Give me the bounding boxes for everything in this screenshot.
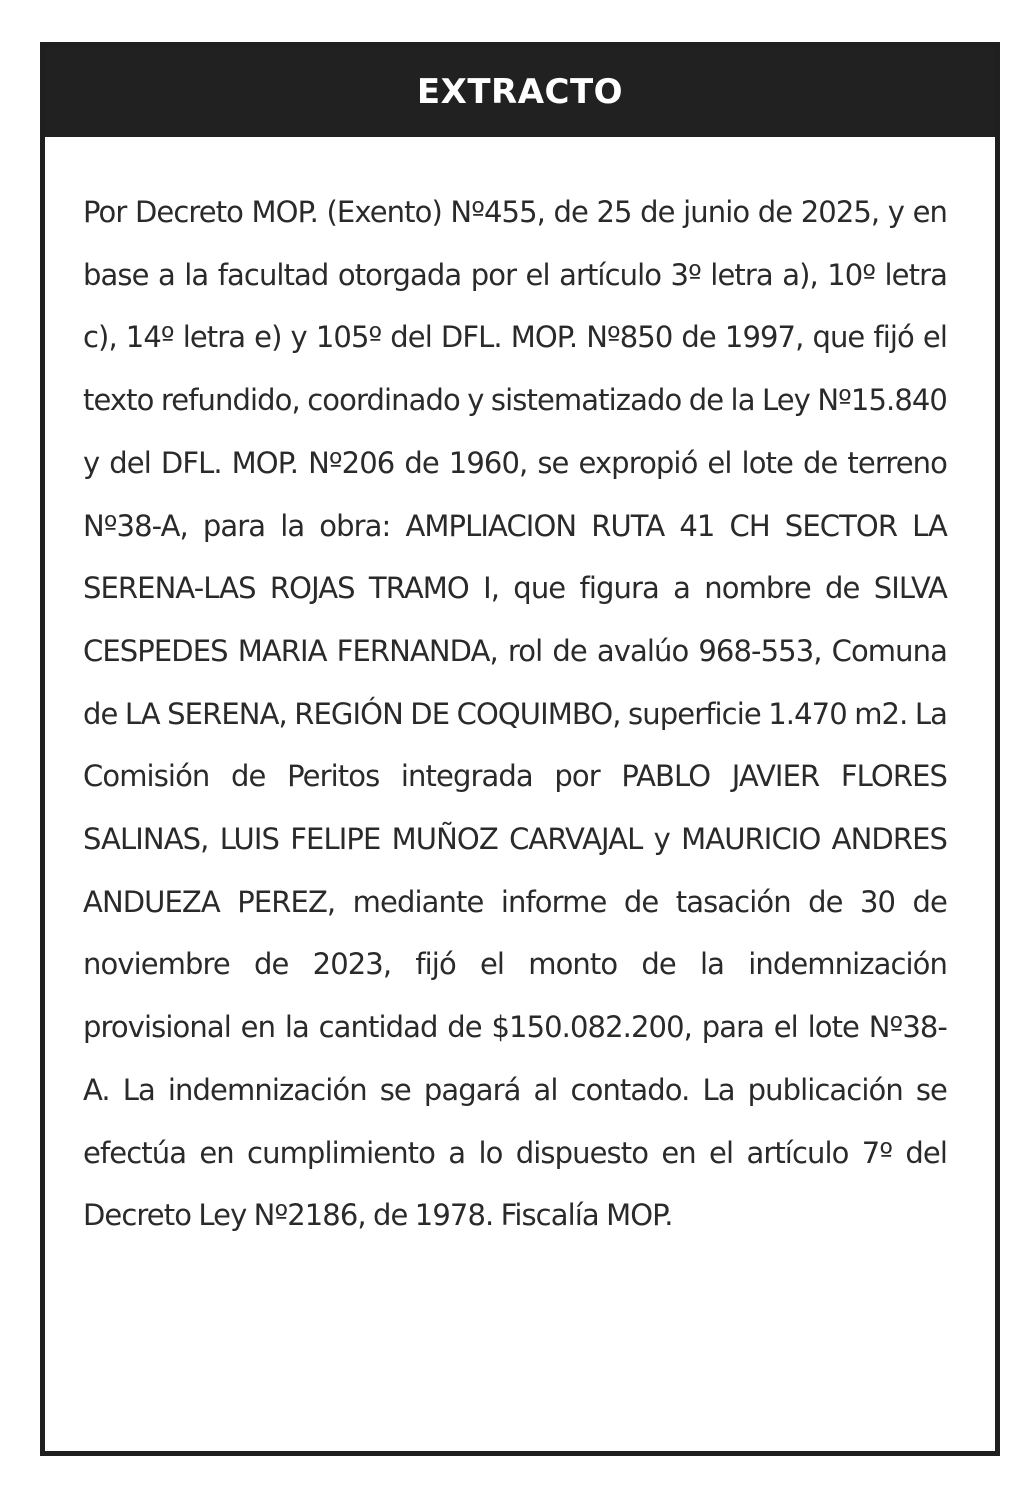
notice-body-text: Por Decreto MOP. (Exento) Nº455, de 25 de junio de 2025, y en base a la facultad otorgada por el artículo 3º letra a), 10º letra c), 14º letra e) y 105º del DFL. MOP. Nº850 de 1997, que fijó el texto refundido, coordinado y sistematizado de la Ley Nº15.840 y del DFL. MOP. Nº206 de 1960, se expropió el lote de terreno Nº38-A, para la obra: AMPLIACION RUTA 41 CH SECTOR LA SERENA-LAS ROJAS TRAMO I, que figura a nombre de SILVA CESPEDES MARIA FERNANDA, rol de avalúo 968-553, Comuna de LA SERENA, REGIÓN DE COQUIMBO, superficie 1.470 m2. La Comisión de Peritos integrada por PABLO JAVIER FLORES SALINAS, LUIS FELIPE MUÑOZ CARVAJAL y MAURICIO ANDRES ANDUEZA PEREZ, mediante informe de tasación de 30 de noviembre de 2023, fijó el monto de la indemnización provisional en la cantidad de $150.082.200, para el lote Nº38-A. La indemnización se pagará al contado. La publicación se efectúa en cumplimiento a lo dispuesto en el artículo 7º del Decreto Ley Nº2186, de 1978. Fiscalía MOP. (83, 195, 947, 1233)
legal-notice-box (40, 42, 1000, 1456)
notice-title: EXTRACTO (416, 72, 624, 112)
notice-header (45, 47, 995, 137)
